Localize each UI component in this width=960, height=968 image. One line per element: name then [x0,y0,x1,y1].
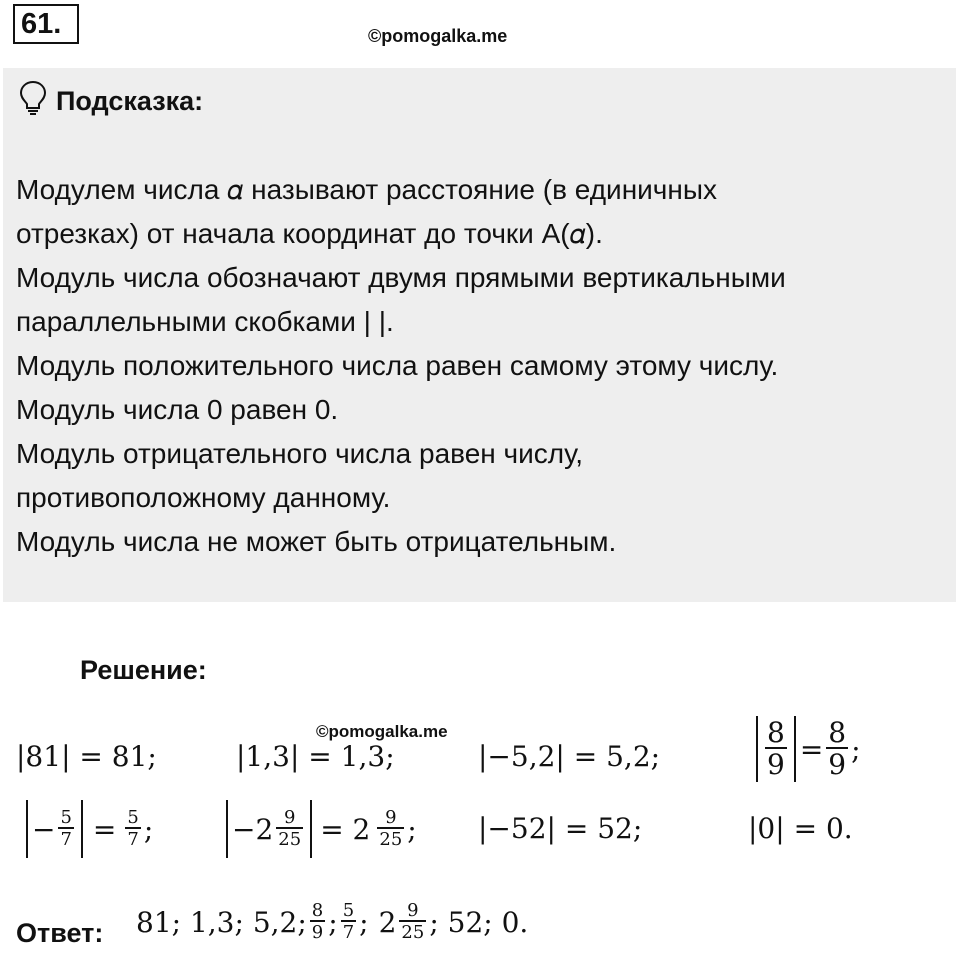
hint-line: Модуль отрицательного числа равен числу, [16,438,584,469]
fraction: $\frac{8}{9}$ [311,900,324,943]
hint-heading [18,80,203,123]
expr-abs-neg-5-7: − $\frac{5}{7}$ = $\frac{5}{7}$ ; [22,800,153,858]
expr-abs-neg-5-2: |−5,2| = 5,2; [478,740,661,773]
expr-abs-1-3: |1,3| = 1,3; [236,740,395,773]
hint-text [16,168,946,564]
hint-line: противоположному данному. [16,482,391,513]
expr-abs-81: |81| = 81; [16,740,157,773]
watermark-solution: ©pomogalka.me [316,722,448,741]
solution-label: Решение: [80,655,207,685]
abs-bar-right [81,800,83,858]
hint-line: Модуль положительного числа равен самому этому числу. [16,350,779,381]
hint-line: Модуль числа не может быть отрицательным. [16,526,617,557]
expr-abs-neg-52: |−52| = 52; [478,812,643,845]
abs-bar-left [756,716,758,782]
abs-bar-left [226,800,228,858]
hint-line: Модуль числа обозначают двумя прямыми вертикальными [16,262,786,293]
lightbulb-icon [18,80,48,123]
fraction: $\frac{9}{25}$ [278,807,302,850]
hint-line: параллельными скобками | |. [16,306,394,337]
fraction: $\frac{5}{7}$ [342,900,355,943]
fraction: $\frac{8}{9}$ [767,716,785,781]
hint-line: отрезках) от начала координат до точки А(𝛼). [16,218,603,249]
hint-line: Модуль числа 0 равен 0. [16,394,339,425]
problem-number: 61. [13,4,79,44]
answer-values: 81; 1,3; 5,2; $\frac{8}{9}$ ; $\frac{5}{7}$ ; 2 $\frac{9}{25}$ ; 52; 0. [136,900,529,943]
abs-bar-left [26,800,28,858]
fraction: $\frac{9}{25}$ [401,900,425,943]
hint-line: Модулем числа 𝛼 называют расстояние (в единичных [16,174,717,205]
expr-abs-8-9: $\frac{8}{9}$ = $\frac{8}{9}$ ; [752,716,861,782]
fraction: $\frac{5}{7}$ [60,807,72,850]
expr-abs-0: |0| = 0. [748,812,853,845]
watermark-top: ©pomogalka.me [368,26,508,46]
abs-bar-right [794,716,796,782]
fraction: $\frac{8}{9}$ [828,716,847,781]
fraction: $\frac{9}{25}$ [379,807,403,850]
expr-abs-neg-2-9-25: −2 $\frac{9}{25}$ = 2 $\frac{9}{25}$ ; [222,800,417,858]
answer-label: Ответ: [16,918,104,948]
fraction: $\frac{5}{7}$ [127,807,139,850]
abs-bar-right [310,800,312,858]
hint-title: Подсказка: [56,86,204,116]
